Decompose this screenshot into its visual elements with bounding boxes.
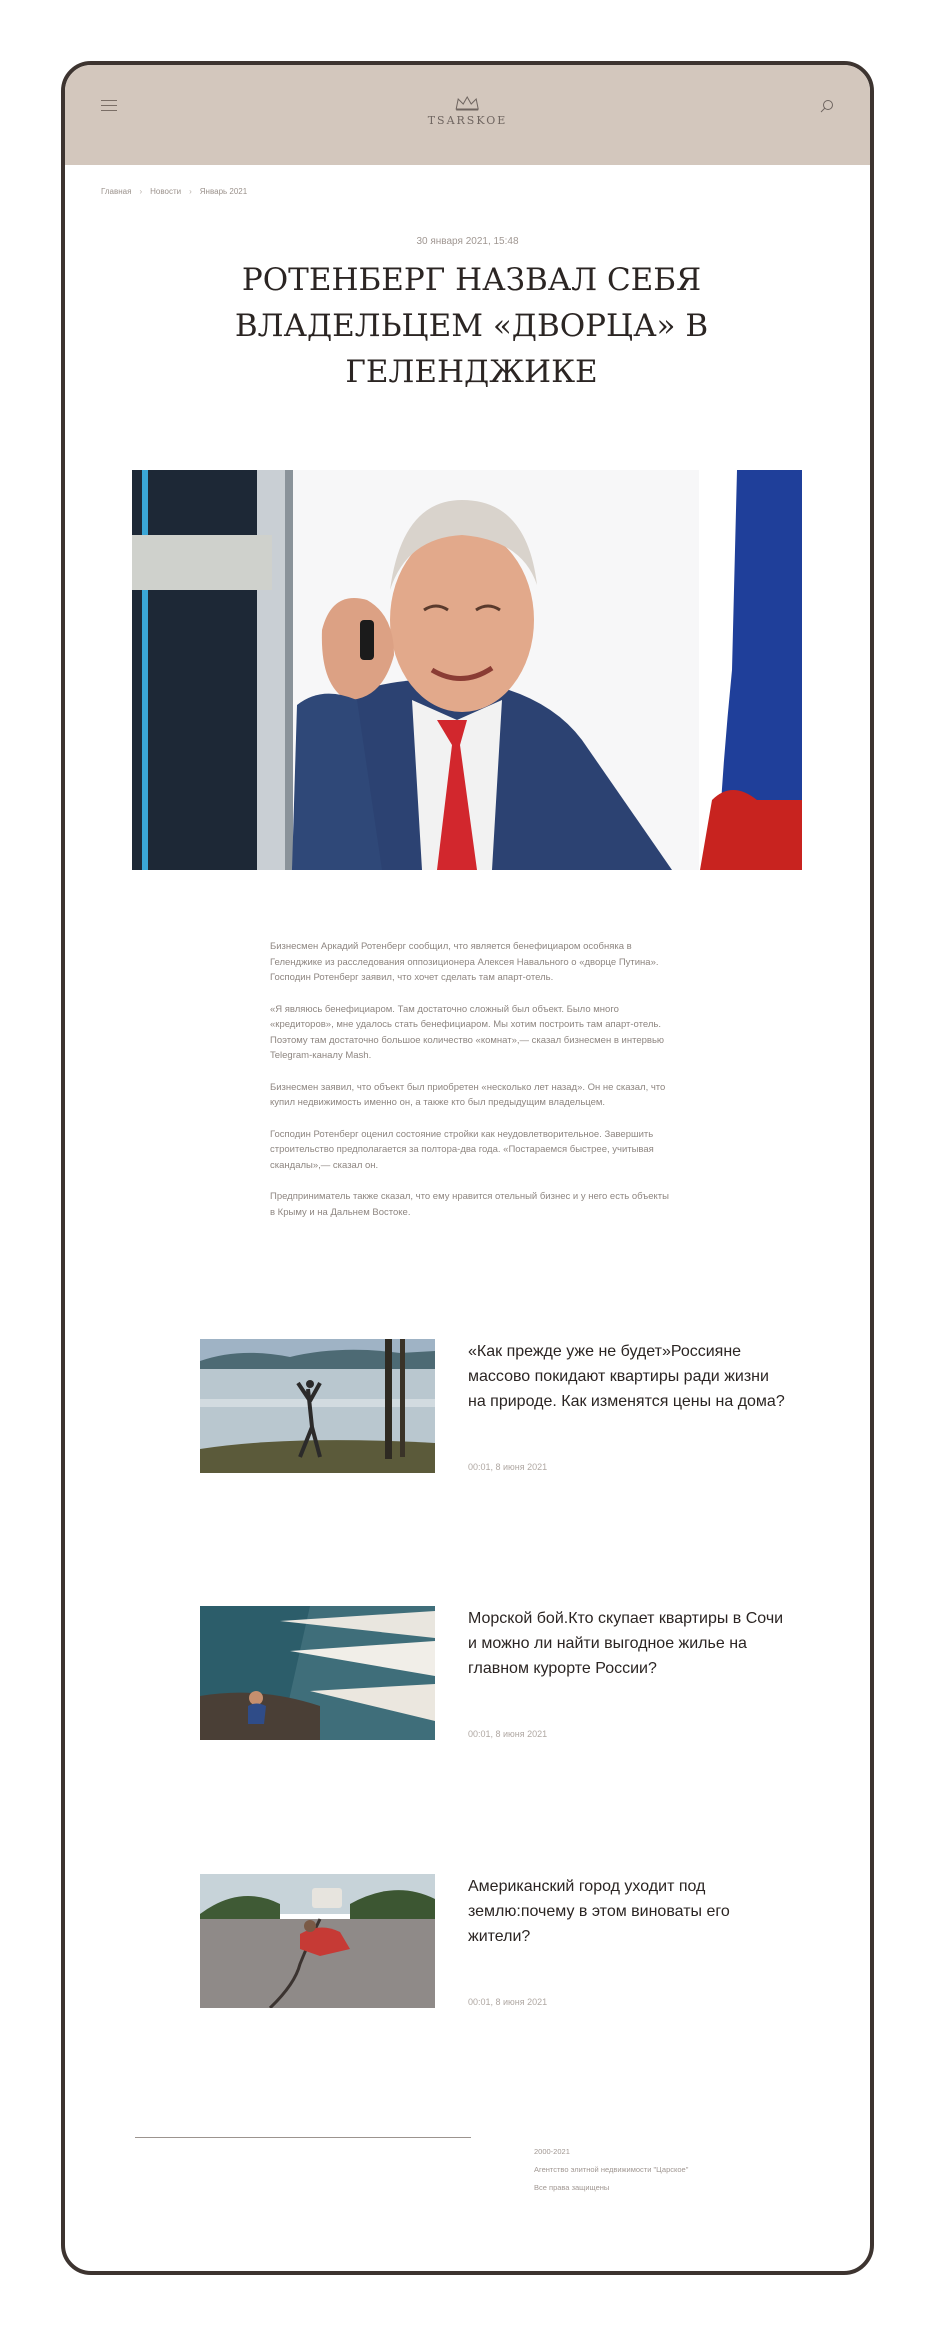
- footer-agency: Агентство элитной недвижимости "Царское": [534, 2165, 689, 2174]
- footer-info: [534, 2143, 688, 2197]
- footer-divider: [135, 2137, 471, 2138]
- search-icon[interactable]: [820, 99, 834, 113]
- article-date: 30 января 2021, 15:48: [416, 236, 519, 247]
- breadcrumb-home[interactable]: Главная: [101, 187, 132, 196]
- related-article-date: 00:01, 8 июня 2021: [468, 1729, 548, 1739]
- article-paragraph: Бизнесмен заявил, что объект был приобретен «несколько лет назад». Он не сказал, что купил недвижимость именно он, а также кто был предыдущим владельцем.: [270, 1081, 666, 1108]
- footer-rights: Все права защищены: [534, 2183, 610, 2192]
- article-body: [270, 939, 670, 1236]
- site-header: [65, 65, 870, 165]
- breadcrumb-news[interactable]: Новости: [150, 187, 182, 196]
- footer-years: 2000-2021: [534, 2147, 570, 2156]
- related-article-title[interactable]: «Как прежде уже не будет»Россияне массово покидают квартиры ради жизни на природе. Как изменятся цены на дома?: [468, 1343, 785, 1410]
- related-article-image[interactable]: [200, 1606, 435, 1740]
- site-logo[interactable]: [428, 95, 508, 127]
- breadcrumb-month[interactable]: Январь 2021: [199, 187, 248, 196]
- related-article-image[interactable]: [200, 1339, 435, 1473]
- article-paragraph: Предприниматель также сказал, что ему нравится отельный бизнес и у него есть объекты в Крыму и на Дальнем Востоке.: [270, 1191, 669, 1218]
- article-title: РОТЕНБЕРГ НАЗВАЛ СЕБЯ ВЛАДЕЛЬЦЕМ «ДВОРЦА» В ГЕЛЕНДЖИКЕ: [234, 262, 709, 390]
- related-article-card[interactable]: [200, 1874, 800, 2009]
- breadcrumb-separator: ›: [139, 187, 143, 196]
- related-article-title[interactable]: Американский город уходит под землю:почему в этом виноваты его жители?: [468, 1878, 730, 1945]
- related-article-image[interactable]: [200, 1874, 435, 2008]
- menu-icon[interactable]: [101, 100, 117, 112]
- related-article-date: 00:01, 8 июня 2021: [468, 1462, 548, 1472]
- article-paragraph: Бизнесмен Аркадий Ротенберг сообщил, что является бенефициаром особняка в Геленджике из расследования оппозиционера Алексея Навального о «дворце Путина». Господин Ротенберг заявил, что хочет сделать там апарт-отель.: [270, 941, 659, 983]
- article-paragraph: «Я являюсь бенефициаром. Там достаточно сложный был объект. Было много «кредиторов», мне удалось стать бенефициаром. Мы хотим построить там апарт-отель. Поэтому там достаточно большое количество «комнат»,— сказал бизнесмен в интервью Telegram-каналу Mash.: [270, 1003, 665, 1061]
- breadcrumb: [101, 187, 247, 196]
- breadcrumb-separator: ›: [189, 187, 192, 196]
- logo-text: TSARSKOE: [427, 114, 508, 127]
- related-article-date: 00:01, 8 июня 2021: [468, 1997, 548, 2007]
- article-hero-image: [132, 470, 802, 870]
- crown-icon: [454, 95, 480, 111]
- article-paragraph: Господин Ротенберг оценил состояние стройки как неудовлетворительное. Завершить строительство предполагается за полтора-два года. «Постараемся быстрее, учитывая скандалы»,— сказал он.: [270, 1128, 654, 1171]
- related-article-card[interactable]: [200, 1606, 800, 1741]
- related-article-card[interactable]: [200, 1339, 800, 1474]
- page-frame: [61, 61, 874, 2275]
- related-article-title[interactable]: Морской бой.Кто скупает квартиры в Сочи и можно ли найти выгодное жилье на главном курорте России?: [468, 1610, 784, 1677]
